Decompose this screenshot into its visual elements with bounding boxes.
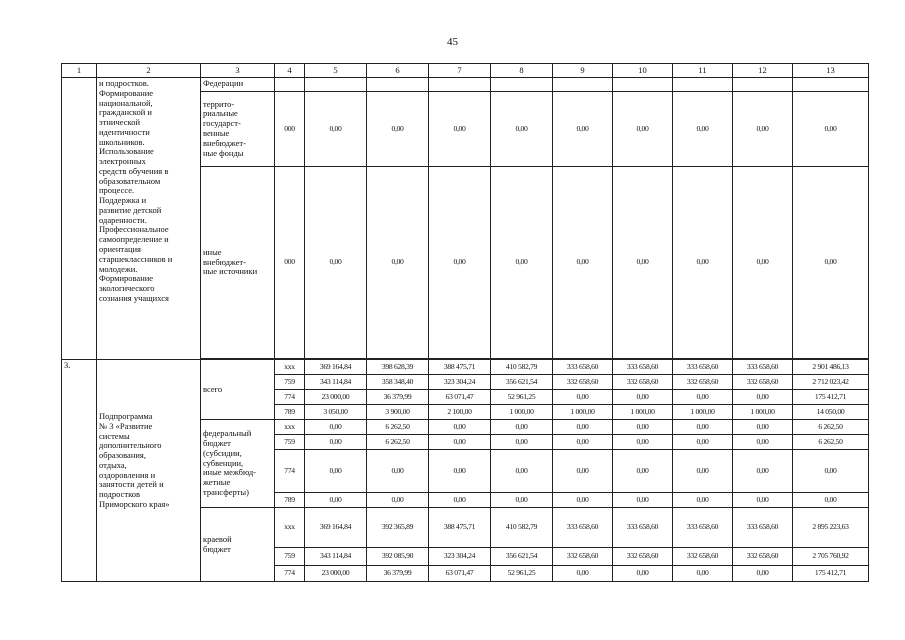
value-cell: 0,00 <box>733 390 793 405</box>
source-label-line: трансферты) <box>203 486 249 497</box>
source-label-line: ные источники <box>203 266 258 277</box>
subprogram-name-line: занятости детей и <box>99 479 164 490</box>
source-label-line: риальные <box>203 108 238 119</box>
empty-cell <box>367 78 429 92</box>
value-cell: 369 164,84 <box>305 508 367 548</box>
value-cell: 0,00 <box>491 450 553 493</box>
value-cell: 0,00 <box>733 566 793 582</box>
code-cell: 000 <box>275 167 305 359</box>
header-cell: 3 <box>201 64 275 78</box>
program-name-line: гражданской и <box>99 107 152 118</box>
header-cell: 9 <box>553 64 613 78</box>
value-cell: 52 961,25 <box>491 390 553 405</box>
code-cell: 759 <box>275 375 305 390</box>
empty-cell <box>673 78 733 92</box>
source-label-cell: всего <box>201 360 275 420</box>
source-label-line: иные межбюд- <box>203 467 257 478</box>
value-cell: 0,00 <box>367 167 429 359</box>
value-cell: 3 050,00 <box>305 405 367 420</box>
source-label-line: субвенции, <box>203 457 244 468</box>
code-cell: xxx <box>275 508 305 548</box>
value-cell: 0,00 <box>733 493 793 508</box>
value-cell: 23 000,00 <box>305 566 367 582</box>
value-cell: 23 000,00 <box>305 390 367 405</box>
value-cell: 2 712 023,42 <box>793 375 869 390</box>
value-cell: 0,00 <box>793 450 869 493</box>
value-cell: 0,00 <box>491 435 553 450</box>
header-cell: 11 <box>673 64 733 78</box>
value-cell: 0,00 <box>733 435 793 450</box>
value-cell: 398 628,39 <box>367 360 429 375</box>
empty-cell <box>429 78 491 92</box>
value-cell: 356 621,54 <box>491 548 553 566</box>
source-label-line: венные <box>203 128 230 138</box>
value-cell: 0,00 <box>429 92 491 167</box>
source-label-line: государст- <box>203 118 241 129</box>
header-cell: 13 <box>793 64 869 78</box>
header-cell: 7 <box>429 64 491 78</box>
program-name-line: идентичности <box>99 126 150 137</box>
source-label-cell <box>201 92 275 167</box>
value-cell: 0,00 <box>733 92 793 167</box>
value-cell: 323 304,24 <box>429 375 491 390</box>
header-cell: 6 <box>367 64 429 78</box>
value-cell: 333 658,60 <box>613 360 673 375</box>
value-cell: 0,00 <box>733 450 793 493</box>
value-cell: 0,00 <box>367 92 429 167</box>
value-cell: 0,00 <box>367 450 429 493</box>
budget-table <box>61 63 869 582</box>
source-label-line: террито- <box>203 98 235 109</box>
value-cell: 0,00 <box>613 167 673 359</box>
value-cell: 0,00 <box>673 92 733 167</box>
value-cell: 0,00 <box>673 167 733 359</box>
value-cell: 175 412,71 <box>793 566 869 582</box>
value-cell: 52 961,25 <box>491 566 553 582</box>
value-cell: 332 658,60 <box>553 375 613 390</box>
value-cell: 323 304,24 <box>429 548 491 566</box>
value-cell: 2 100,00 <box>429 405 491 420</box>
value-cell: 392 365,89 <box>367 508 429 548</box>
header-cell: 2 <box>97 64 201 78</box>
code-cell: 759 <box>275 435 305 450</box>
value-cell: 0,00 <box>553 435 613 450</box>
value-cell: 333 658,60 <box>553 360 613 375</box>
value-cell: 1 000,00 <box>553 405 613 420</box>
value-cell: 175 412,71 <box>793 390 869 405</box>
code-cell: 789 <box>275 493 305 508</box>
source-label-line: (субсидии, <box>203 447 242 458</box>
subprogram-name-line: оздоровления и <box>99 469 156 480</box>
value-cell: 0,00 <box>733 167 793 359</box>
value-cell: 0,00 <box>429 167 491 359</box>
value-cell: 0,00 <box>367 493 429 508</box>
subprogram-name-line: Подпрограмма <box>99 411 153 421</box>
value-cell: 0,00 <box>733 420 793 435</box>
value-cell: 388 475,71 <box>429 508 491 548</box>
value-cell: 0,00 <box>553 566 613 582</box>
source-label-cell: Федерации <box>201 78 275 92</box>
value-cell: 1 000,00 <box>673 405 733 420</box>
header-cell: 10 <box>613 64 673 78</box>
program-name-line: и подростков. <box>99 78 149 88</box>
value-cell: 0,00 <box>553 92 613 167</box>
program-name-line: развитие детской <box>99 204 162 215</box>
value-cell: 0,00 <box>553 493 613 508</box>
value-cell: 0,00 <box>305 435 367 450</box>
source-label-line: бюджет <box>203 543 231 554</box>
empty-cell <box>613 78 673 92</box>
program-name-line: экологического <box>99 283 155 294</box>
value-cell: 356 621,54 <box>491 375 553 390</box>
value-cell: 0,00 <box>793 167 869 359</box>
program-name-line: этнической <box>99 117 140 128</box>
empty-cell <box>553 78 613 92</box>
code-cell: 774 <box>275 566 305 582</box>
value-cell: 0,00 <box>613 92 673 167</box>
program-name-line: Формирование <box>99 87 154 98</box>
value-cell: 333 658,60 <box>553 508 613 548</box>
empty-cell <box>793 78 869 92</box>
value-cell: 1 000,00 <box>613 405 673 420</box>
value-cell: 0,00 <box>613 435 673 450</box>
program-name-line: старшеклассников и <box>99 253 173 264</box>
value-cell: 410 582,79 <box>491 508 553 548</box>
program-name-line: процессе. <box>99 185 135 196</box>
program-name-line: сознания учащихся <box>99 292 169 303</box>
header-cell: 12 <box>733 64 793 78</box>
program-name-line: Поддержка и <box>99 195 147 206</box>
value-cell: 6 262,50 <box>793 420 869 435</box>
value-cell: 0,00 <box>613 566 673 582</box>
header-cell: 8 <box>491 64 553 78</box>
value-cell: 333 658,60 <box>733 508 793 548</box>
value-cell: 6 262,50 <box>367 435 429 450</box>
header-cell: 4 <box>275 64 305 78</box>
value-cell: 332 658,60 <box>613 375 673 390</box>
subprogram-name-line: дополнительного <box>99 440 162 451</box>
value-cell: 333 658,60 <box>673 360 733 375</box>
row-number-cell <box>62 78 97 360</box>
program-name-line: электронных <box>99 156 146 167</box>
value-cell: 0,00 <box>553 450 613 493</box>
subprogram-name-line: отдыха, <box>99 459 127 470</box>
program-name-line: средств обучения в <box>99 165 169 176</box>
subprogram-name-line: № 3 «Развитие <box>99 420 153 431</box>
value-cell: 14 050,00 <box>793 405 869 420</box>
value-cell: 333 658,60 <box>733 360 793 375</box>
value-cell: 0,00 <box>305 493 367 508</box>
value-cell: 2 901 486,13 <box>793 360 869 375</box>
program-name-line: молодежи. <box>99 263 138 274</box>
subprogram-name-line: подростков <box>99 489 141 500</box>
source-label-line: федеральный <box>203 428 252 439</box>
code-cell: 774 <box>275 390 305 405</box>
value-cell: 358 348,40 <box>367 375 429 390</box>
program-name-line: Профессиональное <box>99 224 169 235</box>
empty-cell <box>305 78 367 92</box>
value-cell: 0,00 <box>491 420 553 435</box>
value-cell: 332 658,60 <box>733 375 793 390</box>
program-name-line: самоопределение и <box>99 234 169 245</box>
value-cell: 0,00 <box>613 450 673 493</box>
value-cell: 332 658,60 <box>673 548 733 566</box>
value-cell: 36 379,99 <box>367 390 429 405</box>
value-cell: 333 658,60 <box>613 508 673 548</box>
empty-cell <box>275 78 305 92</box>
value-cell: 0,00 <box>305 420 367 435</box>
value-cell: 0,00 <box>673 493 733 508</box>
code-cell: xxx <box>275 360 305 375</box>
value-cell: 0,00 <box>673 450 733 493</box>
value-cell: 0,00 <box>491 493 553 508</box>
program-name-line: национальной, <box>99 97 153 108</box>
subprogram-name-line: системы <box>99 430 130 441</box>
value-cell: 3 900,00 <box>367 405 429 420</box>
source-label-line: краевой <box>203 533 232 544</box>
source-label-line: внебюджет- <box>203 256 246 267</box>
subprogram-name-cell <box>97 360 201 582</box>
value-cell: 0,00 <box>613 493 673 508</box>
value-cell: 332 658,60 <box>553 548 613 566</box>
value-cell: 0,00 <box>673 566 733 582</box>
value-cell: 0,00 <box>491 167 553 359</box>
program-name-line: Формирование <box>99 273 154 284</box>
value-cell: 36 379,99 <box>367 566 429 582</box>
value-cell: 63 071,47 <box>429 390 491 405</box>
source-label-cell <box>201 508 275 582</box>
code-cell: 000 <box>275 92 305 167</box>
value-cell: 0,00 <box>673 435 733 450</box>
value-cell: 6 262,50 <box>793 435 869 450</box>
source-label-line: бюджет <box>203 438 231 449</box>
value-cell: 0,00 <box>305 92 367 167</box>
value-cell: 343 114,84 <box>305 375 367 390</box>
program-name-line: Использование <box>99 146 154 157</box>
source-label-line: внебюджет- <box>203 137 246 148</box>
value-cell: 332 658,60 <box>733 548 793 566</box>
value-cell: 0,00 <box>673 420 733 435</box>
source-label-line: иные <box>203 246 222 257</box>
value-cell: 0,00 <box>429 420 491 435</box>
subprogram-name-line: образования, <box>99 450 146 461</box>
value-cell: 0,00 <box>429 493 491 508</box>
value-cell: 0,00 <box>305 450 367 493</box>
program-name-line: школьников. <box>99 136 145 147</box>
value-cell: 343 114,84 <box>305 548 367 566</box>
source-label-line: ные фонды <box>203 147 244 158</box>
subprogram-name-line: Приморского края» <box>99 498 170 509</box>
value-cell: 369 164,84 <box>305 360 367 375</box>
value-cell: 0,00 <box>793 92 869 167</box>
value-cell: 0,00 <box>793 493 869 508</box>
source-label-line: жетные <box>203 477 231 488</box>
value-cell: 0,00 <box>429 450 491 493</box>
empty-cell <box>491 78 553 92</box>
value-cell: 0,00 <box>491 92 553 167</box>
page-number: 45 <box>447 36 458 48</box>
program-name-line: образовательном <box>99 175 161 186</box>
value-cell: 0,00 <box>429 435 491 450</box>
value-cell: 392 085,90 <box>367 548 429 566</box>
value-cell: 0,00 <box>553 167 613 359</box>
source-label-cell <box>201 420 275 508</box>
value-cell: 6 262,50 <box>367 420 429 435</box>
value-cell: 63 071,47 <box>429 566 491 582</box>
program-name-cell <box>97 78 201 360</box>
value-cell: 2 895 223,63 <box>793 508 869 548</box>
value-cell: 2 705 760,92 <box>793 548 869 566</box>
value-cell: 0,00 <box>613 390 673 405</box>
value-cell: 0,00 <box>553 390 613 405</box>
value-cell: 0,00 <box>553 420 613 435</box>
table-row <box>62 64 869 78</box>
value-cell: 1 000,00 <box>733 405 793 420</box>
table-row <box>62 360 869 375</box>
value-cell: 332 658,60 <box>673 375 733 390</box>
value-cell: 333 658,60 <box>673 508 733 548</box>
code-cell: xxx <box>275 420 305 435</box>
row-number-cell: 3. <box>62 360 97 582</box>
value-cell: 332 658,60 <box>613 548 673 566</box>
value-cell: 0,00 <box>613 420 673 435</box>
value-cell: 1 000,00 <box>491 405 553 420</box>
header-cell: 5 <box>305 64 367 78</box>
value-cell: 0,00 <box>673 390 733 405</box>
empty-cell <box>733 78 793 92</box>
code-cell: 759 <box>275 548 305 566</box>
header-cell: 1 <box>62 64 97 78</box>
code-cell: 789 <box>275 405 305 420</box>
value-cell: 410 582,79 <box>491 360 553 375</box>
value-cell: 0,00 <box>305 167 367 359</box>
value-cell: 388 475,71 <box>429 360 491 375</box>
source-label-cell <box>201 167 275 359</box>
program-name-line: одаренности. <box>99 214 147 225</box>
code-cell: 774 <box>275 450 305 493</box>
table-row <box>62 78 869 92</box>
program-name-line: ориентация <box>99 244 141 255</box>
